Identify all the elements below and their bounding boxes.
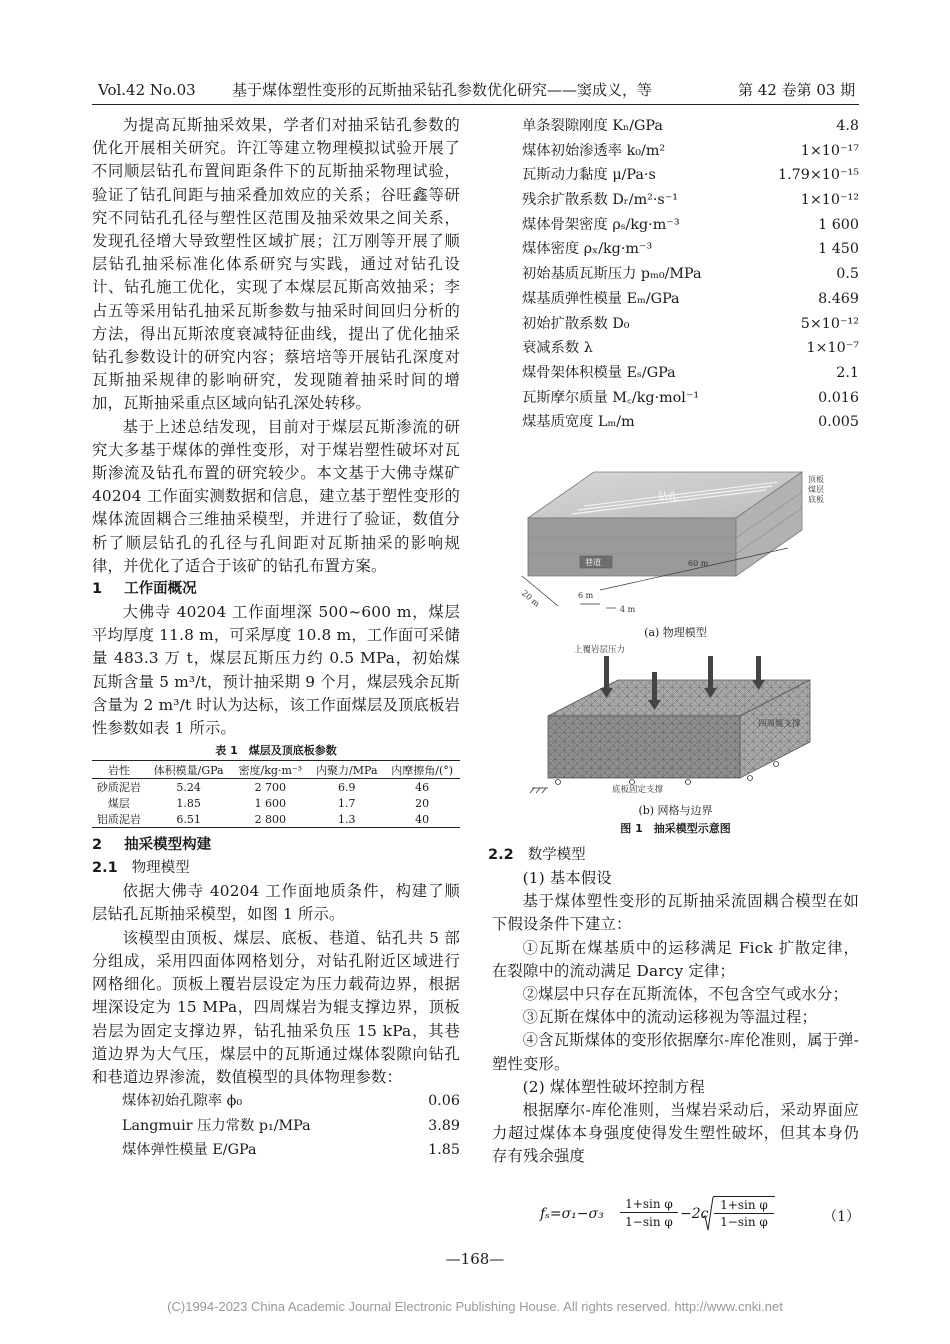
param-value: 2.1: [836, 364, 859, 381]
intro-paragraph-1: 为提高瓦斯抽采效果，学者们对抽采钻孔参数的优化开展相关研究。许江等建立物理模拟试验开展了不同顺层钻孔布置间距条件下的瓦斯抽采物理试验，验证了钻孔间距与抽采叠加效应的关系；谷旺鑫等研究不同钻孔孔径与塑性区范围及抽采效果之间关系，发现孔径增大导致塑性区域扩展；江万刚等开展了顺层钻孔抽采标准化体系研究与实践，通过对钻孔设计、钻孔施工优化，实现了本煤层瓦斯高效抽采；李占五等采用钻孔抽采瓦斯参数与抽采时间回归分析的方法，得出瓦斯浓度衰减特征曲线，提出了优化抽采钻孔参数设计的研究内容；蔡培培等开展钻孔深度对瓦斯抽采规律的影响研究，发现随着抽采时间的增加，瓦斯抽采重点区域向钻孔深处转移。: [92, 116, 460, 413]
roller-support: [556, 780, 561, 785]
param-label: Langmuir 压力常数 p₁/MPa: [122, 1117, 311, 1134]
param-row: [522, 163, 859, 188]
assumption-4: ④含瓦斯煤体的变形依据摩尔-库伦准则，属于弹-塑性变形。: [492, 1031, 859, 1073]
param-label: 初始基质瓦斯压力 pₘ₀/MPa: [522, 266, 702, 283]
param-value: 3.89: [428, 1117, 460, 1134]
dim-20-label: 20 m: [520, 588, 542, 609]
section-number: 2.1: [92, 860, 118, 877]
fixed-support: [530, 788, 548, 793]
param-row: [522, 386, 859, 411]
table-cell: 20: [415, 796, 430, 810]
figure-1: [492, 456, 859, 838]
param-label: 衰减系数 λ: [522, 340, 593, 357]
param-row: [522, 361, 859, 386]
running-title: 基于煤体塑性变形的瓦斯抽采钻孔参数优化研究——窦成义，等: [232, 81, 653, 99]
param-label: 煤骨架体积模量 Eₛ/GPa: [522, 364, 676, 381]
table-caption: 表 1 煤层及顶底板参数: [215, 744, 337, 758]
figure-1a-caption: (a) 物理模型: [644, 626, 707, 639]
param-value: 1 600: [818, 216, 859, 233]
dim-6-label: 6 m: [578, 591, 594, 600]
section-number: 2.2: [488, 847, 514, 863]
param-list-right: [492, 114, 859, 435]
assumptions-intro: 基于煤体塑性变形的瓦斯抽采流固耦合模型在如下假设条件下建立：: [492, 892, 859, 934]
param-label: 煤体初始孔隙率 ϕ₀: [122, 1093, 243, 1110]
mesh-boundary-figure: [492, 642, 859, 794]
param-label: 煤基质弹性模量 Eₘ/GPa: [522, 290, 680, 307]
table-cell: 1.85: [176, 796, 201, 810]
table-header: 内摩擦角/(°): [384, 761, 460, 779]
intro-paragraph-2: 基于上述总结发现，目前对于煤层瓦斯渗流的研究大多基于煤体的弹性变形，对于煤岩塑性破坏对瓦斯渗流及钻孔布置的研究较少。本文基于大佛寺煤矿 40204 工作面实测数据和信息，建立基于塑性变形的煤体流固耦合三维抽采模型，并进行了验证，数值分析了顺层钻孔的孔径与孔间距对瓦斯抽采的影响规律，并优化了适合于该矿的钻孔布置方案。: [92, 417, 460, 575]
param-list-left: [92, 1089, 460, 1163]
table-row: [92, 779, 460, 796]
param-row: [122, 1089, 460, 1114]
section-title: 工作面概况: [124, 581, 197, 598]
mesh-front-face: [548, 716, 740, 778]
copyright-footer: (C)1994-2023 China Academic Journal Electronic Publishing House. All rights reserved. http://www.cnki.net: [167, 1299, 783, 1314]
param-label: 煤基质宽度 Lₘ/m: [522, 414, 635, 431]
param-label: 瓦斯动力黏度 μ/Pa·s: [522, 167, 656, 184]
param-row: [522, 410, 859, 435]
param-row: [522, 312, 859, 337]
param-value: 1×10⁻⁷: [806, 340, 859, 357]
physical-model-figure: [492, 456, 859, 618]
table-cell: 40: [384, 811, 460, 828]
param-row: [522, 262, 859, 287]
table-cell: 6.9: [338, 780, 356, 794]
fixed-support-label: 底板固定支撑: [612, 785, 664, 794]
fixed-support-hatch: [536, 788, 540, 793]
param-row: [522, 114, 859, 139]
floor-label: 底板: [808, 495, 824, 504]
table-header-row: [92, 761, 460, 779]
equation-number: （1）: [823, 1209, 860, 1225]
sqrt-sign-stroke: [702, 1197, 713, 1230]
equation-lhs: fₛ=σ₁−σ₃: [540, 1206, 604, 1222]
load-arrow-shaft: [652, 672, 657, 700]
section-1-heading: [92, 578, 460, 601]
overburden-pressure-label: 上覆岩层压力: [574, 645, 626, 655]
param-value: 4.8: [836, 118, 859, 134]
section-title: 抽采模型构建: [124, 837, 212, 854]
param-row: [522, 287, 859, 312]
table-cell: 砂质泥岩: [96, 781, 141, 795]
mohr-coulomb-paragraph: 根据摩尔-库伦准则，当煤岩采动后，采动界面应力超过煤体本身强度使得发生塑性破坏，但其本身仍存有残余强度: [492, 1101, 859, 1166]
table-cell: 6.51: [146, 811, 232, 828]
param-label: 单条裂隙刚度 Kₙ/GPa: [522, 118, 663, 134]
table-header: 内聚力/MPa: [309, 761, 384, 779]
roller-support: [774, 762, 779, 767]
roller-support: [748, 776, 753, 781]
dim-4-label: 4 m: [620, 605, 636, 614]
section-2-1-paragraph-2: 该模型由顶板、煤层、底板、巷道、钻孔共 5 部分组成，采用四面体网格划分，对钻孔附近区域进行网格细化。顶板上覆岩层设定为压力载荷边界，根据埋深设定为 15 MPa，四周煤岩为辊支撑边界，顶板岩层为固定支撑边界，钻孔抽采负压 15 kPa，其巷道边界为大气压，煤层中的瓦斯通过煤体裂隙向钻孔和巷道边界渗流，数值模型的具体物理参数：: [92, 928, 460, 1086]
table-cell: 1.7: [338, 796, 356, 810]
table-row: [92, 795, 460, 811]
table-header: 岩性: [92, 761, 146, 779]
param-row: [122, 1138, 460, 1163]
journal-volume: Vol.42 No.03: [98, 81, 196, 99]
table-cell: 2 800: [231, 811, 309, 828]
table-header: 密度/kg·m⁻³: [231, 761, 309, 779]
fixed-support-hatch: [542, 788, 546, 793]
section-number: 1: [92, 581, 103, 598]
param-value: 5×10⁻¹²: [800, 315, 859, 332]
section-2-1-paragraph-1: 依据大佛寺 40204 工作面地质条件，构建了顺层钻孔瓦斯抽采模型，如图 1 所示。: [92, 882, 460, 924]
table-cell: 5.24: [176, 780, 201, 794]
assumption-3: ③瓦斯在煤体中的流动运移视为等温过程；: [522, 1008, 818, 1027]
param-label: 煤体密度 ρₓ/kg·m⁻³: [522, 241, 653, 258]
param-row: [122, 1114, 460, 1139]
parameter-table: [92, 760, 460, 828]
param-value: 0.005: [818, 414, 859, 431]
param-value: 0.06: [428, 1093, 460, 1110]
section-2-2-heading: [488, 844, 859, 867]
roller-support: [686, 780, 691, 785]
param-value: 0.5: [836, 266, 859, 283]
subheading-plastic-failure: (2) 煤体塑性破坏控制方程: [522, 1077, 705, 1096]
figure-1b-caption: (b) 网格与边界: [638, 804, 713, 817]
roller-support-label: 四周辊支撑: [758, 719, 801, 729]
header-rule: [92, 104, 859, 105]
param-label: 煤体初始渗透率 k₀/m²: [522, 142, 666, 159]
assumption-2: ②煤层中只存在瓦斯流体，不包含空气或水分；: [522, 985, 849, 1004]
roller-support: [630, 780, 635, 785]
param-row: [522, 237, 859, 262]
param-label: 瓦斯摩尔质量 M꜀/kg·mol⁻¹: [522, 389, 700, 406]
table-cell: 2 700: [254, 780, 287, 794]
load-arrow-shaft: [756, 656, 761, 680]
section-1-paragraph: 大佛寺 40204 工作面埋深 500~600 m，煤层平均厚度 11.8 m，可采厚度 10.8 m，工作面可采储量 483.3 万 t，煤层瓦斯压力约 0.5 MPa，初始煤瓦斯含量 5 m³/t，预计抽采期 9 个月，煤层残余瓦斯含量为 2 m³/t 时认为达标，该工作面煤层及顶底板岩性参数如表 1 所示。: [92, 603, 460, 738]
section-title: 物理模型: [131, 860, 190, 877]
section-2-heading: [92, 834, 460, 857]
roadway-label: 巷道: [585, 558, 601, 567]
param-label: 初始扩散系数 D₀: [522, 315, 630, 332]
table-header: 体积模量/GPa: [146, 761, 232, 779]
param-row: [522, 213, 859, 238]
param-value: 0.016: [818, 389, 859, 406]
sqrt-numerator: 1+sin φ: [714, 1197, 774, 1214]
table-1: [92, 742, 460, 828]
left-column: [92, 114, 460, 1163]
param-value: 1×10⁻¹⁷: [800, 142, 859, 159]
param-label: 残余扩散系数 Dᵣ/m²·s⁻¹: [522, 192, 679, 209]
journal-issue-cn: 第 42 卷第 03 期: [738, 81, 856, 99]
param-label: 煤体弹性模量 E/GPa: [122, 1142, 257, 1159]
param-value: 1 450: [818, 241, 859, 258]
param-row: [522, 139, 859, 164]
table-cell: 铝质泥岩: [92, 811, 146, 828]
sqrt-sign: [702, 1196, 714, 1232]
figure-1-title: 图 1 抽采模型示意图: [620, 822, 731, 835]
fixed-support-hatch: [530, 788, 534, 793]
section-2-2: [488, 844, 859, 1169]
param-value: 1.79×10⁻¹⁵: [777, 167, 859, 184]
section-title: 数学模型: [527, 847, 586, 863]
section-number: 2: [92, 837, 103, 854]
table-cell: 46: [415, 780, 430, 794]
param-value: 8.469: [818, 290, 859, 307]
fraction-numerator: 1+sin φ: [620, 1196, 678, 1213]
drill-label: 钻孔: [658, 492, 678, 503]
table-cell: 1.3: [309, 811, 384, 828]
subheading-assumptions: (1) 基本假设: [522, 869, 612, 887]
load-arrow-shaft: [604, 656, 609, 688]
dim-60-label: 60 m: [688, 559, 709, 568]
page-number: —168—: [445, 1250, 505, 1268]
table-cell: 煤层: [107, 797, 130, 811]
section-2-1-heading: [92, 857, 460, 880]
equation-middle: −2c: [680, 1206, 709, 1222]
equation-1: [540, 1196, 860, 1232]
param-row: [522, 188, 859, 213]
param-label: 煤体骨架密度 ρₛ/kg·m⁻³: [522, 216, 680, 233]
assumption-1: ①瓦斯在煤基质中的运移满足 Fick 扩散定律，在裂隙中的流动满足 Darcy 定律；: [492, 938, 859, 980]
param-value: 1×10⁻¹²: [800, 192, 859, 209]
param-row: [522, 336, 859, 361]
param-value: 1.85: [428, 1142, 460, 1159]
table-cell: 1 600: [254, 796, 287, 810]
right-column: [488, 114, 859, 1166]
fraction-denominator: 1−sin φ: [625, 1215, 673, 1229]
table-row: [92, 811, 460, 828]
load-arrow-shaft: [708, 656, 713, 688]
coal-label: 煤层: [808, 485, 824, 494]
sqrt-denominator: 1−sin φ: [720, 1215, 768, 1229]
roof-label: 顶板: [808, 475, 824, 484]
